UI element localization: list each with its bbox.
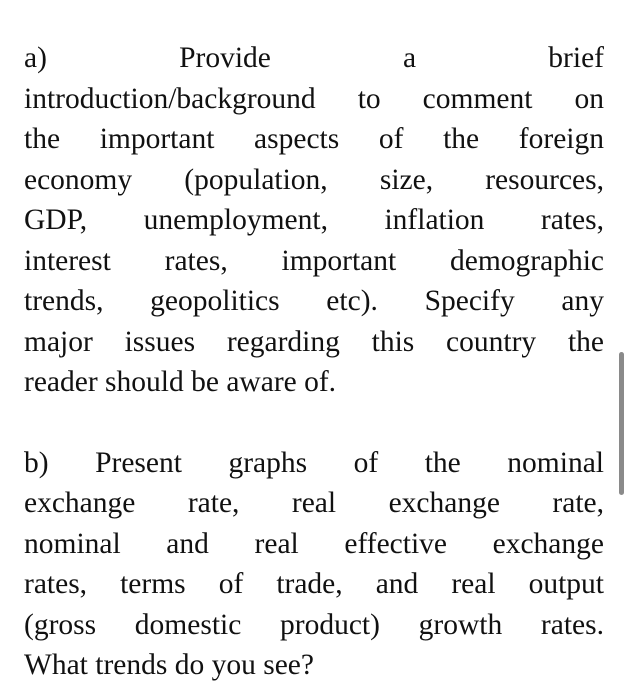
question-b-line-2: exchange rate, real exchange rate, bbox=[24, 487, 604, 519]
question-a-line-6: interest rates, important demographic bbox=[24, 244, 604, 277]
question-a-line-2: introduction/background to comment on bbox=[24, 82, 604, 115]
question-a-line-5: GDP, unemployment, inflation rates, bbox=[24, 204, 604, 236]
vertical-scrollbar[interactable] bbox=[619, 352, 624, 495]
question-a-line-3: the important aspects of the foreign bbox=[24, 123, 604, 155]
question-b-line-4: rates, terms of trade, and real output bbox=[24, 568, 604, 600]
question-b-line-5: (gross domestic product) growth rates. bbox=[24, 608, 604, 641]
paragraph-spacer bbox=[24, 403, 604, 443]
question-b-line-1: b) Present graphs of the nominal bbox=[24, 446, 604, 479]
question-b-line-3: nominal and real effective exchange bbox=[24, 527, 604, 560]
question-a-line-1: a) Provide a brief bbox=[24, 42, 604, 74]
question-a-line-7: trends, geopolitics etc). Specify any bbox=[24, 285, 604, 317]
question-a-line-8: major issues regarding this country the bbox=[24, 325, 604, 358]
question-a-line-4: economy (population, size, resources, bbox=[24, 163, 604, 196]
question-a bbox=[24, 38, 604, 403]
question-a-line-9: reader should be aware of. bbox=[24, 366, 337, 398]
question-b bbox=[24, 443, 604, 686]
document-body bbox=[24, 38, 604, 686]
question-b-line-6: What trends do you see? bbox=[24, 649, 314, 681]
